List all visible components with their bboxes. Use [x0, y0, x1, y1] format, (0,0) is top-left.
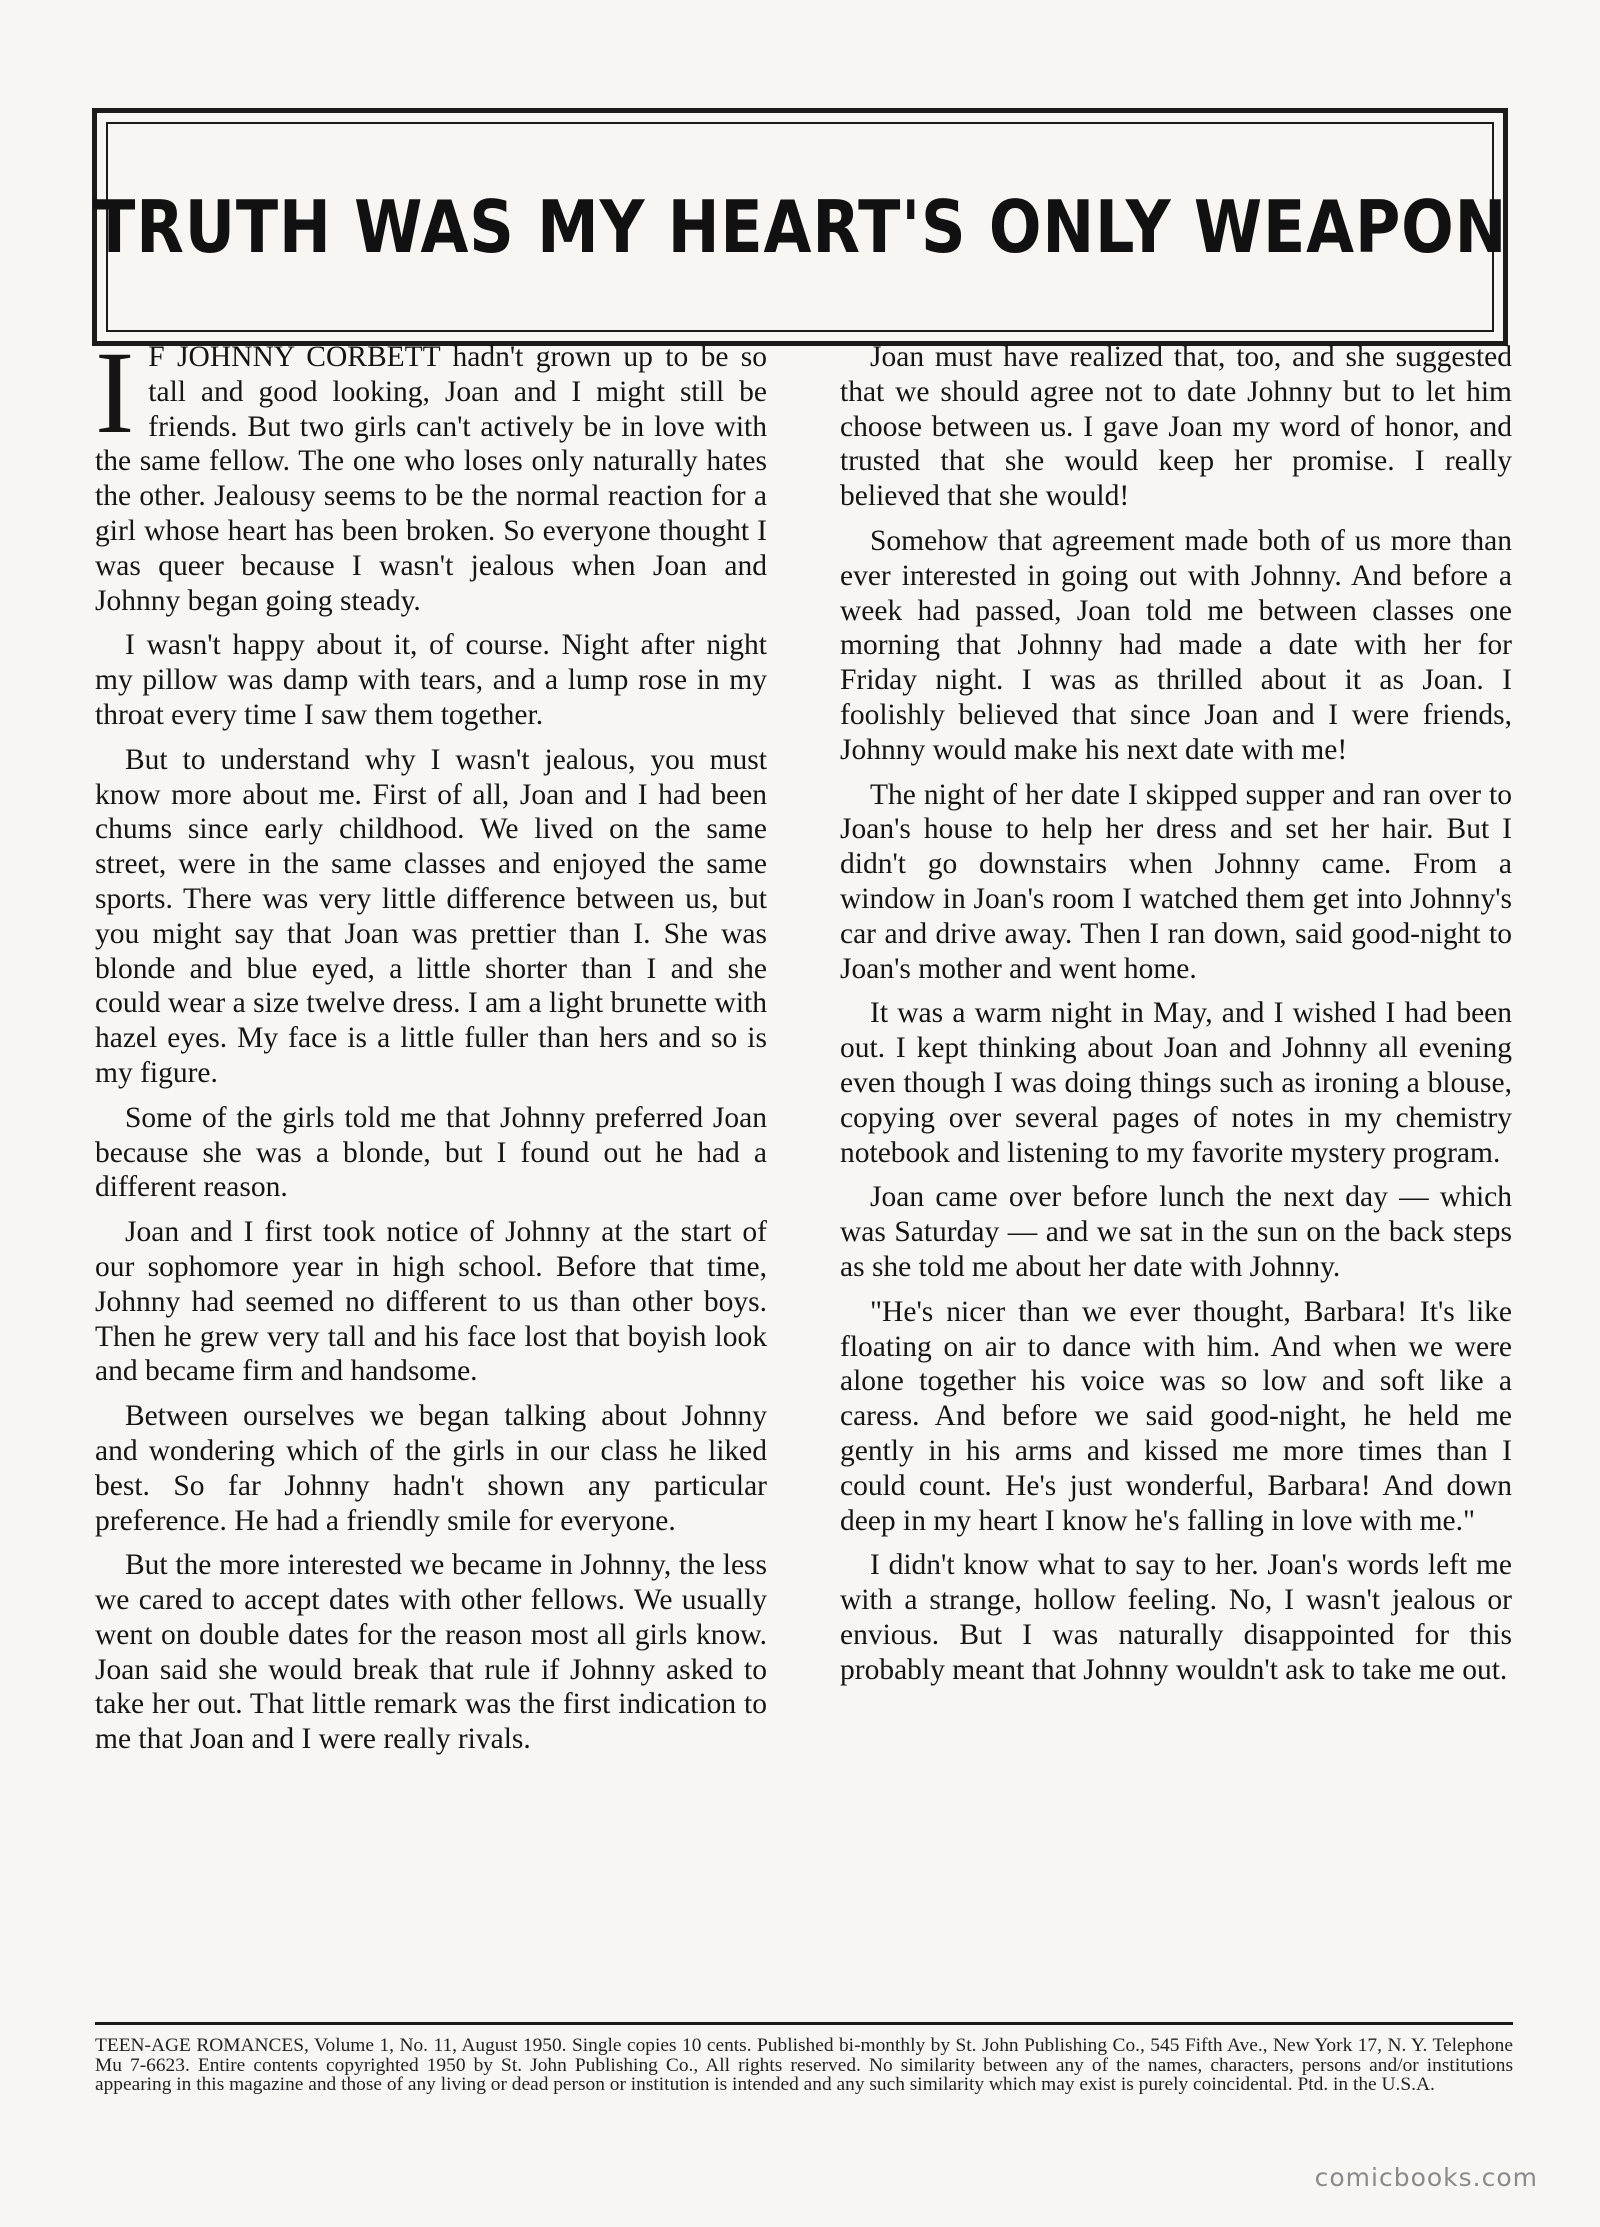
first-paragraph: [95, 327, 767, 618]
left-paragraph: Some of the girls told me that Johnny preferred Joan because she was a blonde, but I found out he had a different reason.: [95, 1101, 767, 1204]
first-paragraph-text: F JOHNNY CORBETT hadn't grown up to be so tall and good looking, Joan and I might still be friends. But two girls can't actively be in love with the same fellow. The one who loses only naturally hates the other. Jealousy seems to be the normal reaction for a girl whose heart has been broken. So everyone thought I was queer because I wasn't jealous when Joan and Johnny began going steady.: [95, 341, 767, 617]
left-paragraph: I wasn't happy about it, of course. Night after night my pillow was damp with tears, and a lump rose in my throat every time I saw them together.: [95, 629, 767, 731]
right-paragraph: Joan came over before lunch the next day — which was Saturday — and we sat in the sun on the back steps as she told me about her date with Johnny.: [840, 1181, 1512, 1283]
right-paragraph: Somehow that agreement made both of us more than ever interested in going out with Johnny. And before a week had passed, Joan told me between classes one morning that Johnny had made a date with her for Friday night. I was as thrilled about it as Joan. I foolishly believed that since Joan and I were friends, Johnny would make his next date with me!: [840, 524, 1512, 766]
title-frame: [92, 108, 1508, 346]
right-column: [840, 340, 1512, 1697]
drop-cap: I: [95, 327, 135, 458]
left-paragraph: But the more interested we became in Johnny, the less we cared to accept dates with other fellows. We usually went on double dates for the reason most all girls know. Joan said she would break that rule if Johnny asked to take her out. That little remark was the first indication to me that Joan and I were really rivals.: [95, 1549, 767, 1756]
left-paragraph: Between ourselves we began talking about Johnny and wondering which of the girls in our class he liked best. So far Johnny hadn't shown any particular preference. He had a friendly smile for everyone.: [95, 1400, 767, 1537]
right-paragraph: "He's nicer than we ever thought, Barbara! It's like floating on air to dance with him. And when we were alone together his voice was so low and soft like a caress. And before we said good-night, he held me gently in his arms and kissed me more times than I could count. He's just wonderful, Barbara! And down deep in my heart I know he's falling in love with me.": [840, 1295, 1512, 1537]
watermark: comicbooks.com: [1314, 2163, 1538, 2192]
publication-notice: TEEN-AGE ROMANCES, Volume 1, No. 11, August 1950. Single copies 10 cents. Published bi-monthly by St. John Publishing Co., 545 Fifth Ave., New York 17, N. Y. Telephone Mu 7-6623. Entire contents copyrighted 1950 by St. John Publishing Co., All rights reserved. No similarity between any of the names, characters, persons and/or institutions appearing in this magazine and those of any living or dead person or institution is intended and any such similarity which may exist is purely coincidental. Ptd. in the U.S.A.: [95, 2035, 1513, 2096]
title-frame-inner: [92, 122, 1508, 332]
left-column: [95, 327, 767, 1767]
right-paragraph: It was a warm night in May, and I wished I had been out. I kept thinking about Joan and Johnny all evening even though I was doing things such as ironing a blouse, copying over several pages of notes in my chemistry notebook and listening to my favorite mystery program.: [840, 997, 1512, 1169]
right-paragraph: The night of her date I skipped supper and ran over to Joan's house to help her dress and set her hair. But I didn't go downstairs when Johnny came. From a window in Joan's room I watched them get into Johnny's car and drive away. Then I ran down, said good-night to Joan's mother and went home.: [840, 778, 1512, 985]
page-title: TRUTH WAS MY HEART'S ONLY WEAPON: [92, 185, 1508, 269]
right-paragraph: I didn't know what to say to her. Joan's words left me with a strange, hollow feeling. No, I wasn't jealous or envious. But I was naturally disappointed for this probably meant that Johnny wouldn't ask to take me out.: [840, 1549, 1512, 1686]
left-paragraph: Joan and I first took notice of Johnny at the start of our sophomore year in high school. Before that time, Johnny had seemed no different to us than other boys. Then he grew very tall and his face lost that boyish look and became firm and handsome.: [95, 1216, 767, 1388]
left-paragraph: But to understand why I wasn't jealous, you must know more about me. First of all, Joan and I had been chums since early childhood. We lived on the same street, were in the same classes and enjoyed the same sports. There was very little difference between us, but you might say that Joan was prettier than I. She was blonde and blue eyed, a little shorter than I and she could wear a size twelve dress. I am a light brunette with hazel eyes. My face is a little fuller than hers and so is my figure.: [95, 743, 767, 1089]
footer-rule: [95, 2022, 1513, 2025]
right-paragraph: Joan must have realized that, too, and she suggested that we should agree not to date Johnny but to let him choose between us. I gave Joan my word of honor, and trusted that she would keep her promise. I really believed that she would!: [840, 341, 1512, 513]
